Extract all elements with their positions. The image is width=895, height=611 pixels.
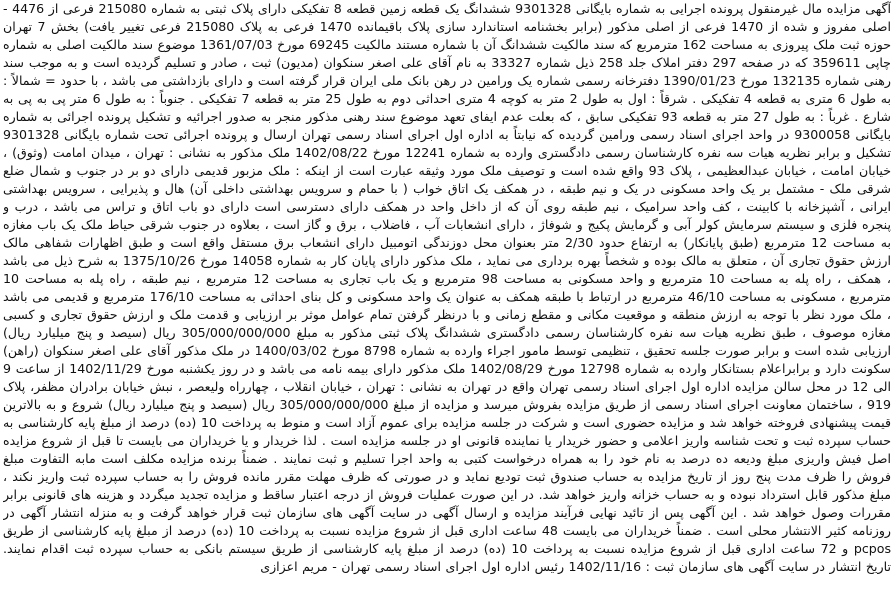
auction-notice-text: آگهی مزایده مال غیرمنقول پرونده اجرایی به شماره بایگانی 9301328 ششدانگ یک قطعه زمین قطعه 8 تفکیکی دارای پلاک ثبتی به شماره 215080 فرعی از 4476 - اصلی مفروز و شده از 1470 فرعی از اصلی مذکور (برابر بخشنامه استاندارد سازی پلاک باقیمانده 1470 فرعی به پلاک 215080 فرعی تغییر یافت) بخش 7 تهران حوزه ثبت ملک پیروزی به مساحت 162 مترمربع که سند مالکیت ششدانگ آن با شماره مستند مالکیت 69245 مورخ 1361/07/03 موضوع سند مالکیت اصلی به شماره چاپی 359611 که در صفحه 297 دفتر املاک جلد 258 ذیل شماره 33327 به نام آقای علی اصغر سنکوان (مدیون) ثبت ، صادر و تسلیم گردیده است و به موجب سند رهنی شماره 132135 مورخ 1390/01/23 دفترخانه رسمی شماره یک ورامین در رهن بانک ملی ایران قرار گرفته است و دارای بازداشتی می باشد ، با حدود = شمالاً : به طول 6 متری به قطعه 4 تفکیکی . شرقاً : اول به طول 2 متر به کوچه 4 متری احداثی دوم به طول 25 متر به قطعه 7 تفکیکی . جنوباً : به طول 6 متر پی به پی به شارع . غرباً : به طول 27 متر به قطعه 93 تفکیکی سابق ، که بعلت عدم ایفای تعهد موضوع سند رهنی مذکور منجر به صدور اجرائیه و تشکیل پرونده اجرائی به شماره بایگانی 9300058 در واحد اجرای اسناد رسمی ورامین گردیده که نیابتاً به اداره اول اجرای اسناد رسمی تهران ارسال و پرونده اجرائی تحت شماره بایگانی 9301328 تشکیل و برابر نظریه هیات سه نفره کارشناسان رسمی دادگستری وارده به شماره 12241 مورخ 1402/08/22 ملک مذکور به نشانی : تهران ، میدان امامت (وثوق) ، خیابان امامت ، خیابان عبدالعظیمی ، پلاک 93 واقع شده است و توصیف ملک مورد وثیقه عبارت است از اینکه : ملک مزبور قدیمی دارای دو بر در جنوب و شمال ضلع شرقی ملک - مشتمل بر یک واحد مسکونی در یک و نیم طبقه ، در همکف یک اتاق خواب ( با حمام و سرویس بهداشتی داخلی آن) هال و پذیرایی ، سرویس بهداشتی ایرانی ، آشپزخانه با کابینت ، کف واحد سرامیک ، نیم طبقه روی آن که از داخل واحد در همکف دارای دسترسی است دارای دو باب اتاق و تراس می باشد ، درب و پنجره فلزی و سیستم سرمایش کولر آبی و گرمایش پکیج و شوفاژ ، دارای انشعابات آب ، فاضلاب ، برق و گاز است ، بعلاوه در جنوب شرقی حیاط ملک یک باب مغازه به مساحت 12 مترمربع (طبق پایانکار) به ارتفاع حدود 2/30 متر بعنوان محل دوزندگی اتومبیل دارای انشعاب برق مستقل واقع است و طبق اظهارات شفاهی مالک ارزش حقوق تجاری آن ، متعلق به مالک بوده و شخصاً بهره برداری می نماید ، ملک مذکور دارای پایان کار به شماره 14058 مورخ 1375/10/26 به شرح ذیل می باشد ، همکف ، راه پله به مساحت 10 مترمربع و واحد مسکونی به مساحت 98 مترمربع و یک باب تجاری به مساحت 12 مترمربع ، نیم طبقه ، راه پله به مساحت 10 مترمربع ، مسکونی به مساحت 46/10 مترمربع در ارتباط با طبقه همکف به عنوان یک واحد مسکونی و کل بنای احداثی به مساحت 176/10 مترمربع و قدیمی می باشد ، ملک مورد نظر با توجه به ارزش منطقه و موقعیت مکانی و مقطع زمانی و با درنظر گرفتن تمام عوامل موثر بر ارزیابی و قدمت ملک و ارزش حقوق تجاری و کسبی مغازه موصوف ، طبق نظریه هیات سه نفره کارشناسان رسمی دادگستری ششدانگ پلاک ثبتی مذکور به مبلغ 305/000/000/000 ریال (سیصد و پنج میلیارد ریال) ارزیابی شده است و برابر صورت جلسه تحقیق ، تنظیمی توسط مامور اجراء وارده به شماره 8798 مورخ 1400/03/02 در ملک مذکور آقای علی اصغر سنکوان (راهن) سکونت دارد و برابراعلام بستانکار وارده به شماره 12798 مورخ 1402/08/29 ملک مذکور دارای بیمه نامه می باشد و در روز یکشنبه مورخ 1402/11/29 از ساعت 9 الی 12 در محل سالن مزایده اداره اول اجرای اسناد رسمی تهران واقع در تهران به نشانی : تهران ، خیابان انقلاب ، چهارراه ولیعصر ، نبش خیابان برادران مظفر، پلاک 919 ، ساختمان معاونت اجرای اسناد رسمی از طریق مزایده بفروش میرسد و مزایده از مبلغ 305/000/000/000 ریال (سیصد و پنج میلیارد ریال) شروع و به بالاترین قیمت پیشنهادی فروخته خواهد شد و مزایده حضوری است و شرکت در جلسه مزایده برای عموم آزاد است و منوط به پرداخت 10 (ده) درصد از مبلغ پایه کارشناسی به حساب سپرده ثبت و تحت شناسه واریز اعلامی و حضور خریدار یا نماینده قانونی او در جلسه مزایده است . لذا خریدار و یا خریداران می بایست تا قبل از شروع مزایده اصل فیش واریزی مبلغ ودیعه ده درصد به نام خود را به همراه درخواست کتبی به واحد اجرا تسلیم و ثبت نمایند . ضمناً برنده مزایده مکلف است مابه التفاوت مبلغ فروش را ظرف مدت پنج روز از تاریخ مزایده به حساب صندوق ثبت تودیع نماید و در صورتی که ظرف مهلت مقرر مانده فروش را به حساب سپرده ثبت واریز نکند ، مبلغ مذکور قابل استرداد نبوده و به حساب خزانه واریز خواهد شد. در این صورت عملیات فروش از درجه اعتبار ساقط و مزایده تجدید میگردد و هزینه های قانونی برابر مقررات وصول خواهد شد . این آگهی پس از تائید نهایی فرآیند مزایده و ارسال آگهی در سایت آگهی های سازمان ثبت قرار خواهد گرفت و به منزله انتشار آگهی در روزنامه کثیر الانتشار محلی است . ضمناً خریداران می بایست 48 ساعت اداری قبل از شروع مزایده نسبت به پرداخت 10 (ده) درصد از مبلغ پایه کارشناسی از طریق pcpos و 72 ساعت اداری قبل از شروع مزایده نسبت به پرداخت 10 (ده) درصد از مبلغ پایه کارشناسی از طریق سیستم بانکی به حساب سپرده ثبت اقدام نمایند. تاریخ انتشار در سایت آگهی های سازمان ثبت : 1402/11/16 رئیس اداره اول اجرای اسناد رسمی تهران - مریم اعزازی <box>3 1 891 574</box>
